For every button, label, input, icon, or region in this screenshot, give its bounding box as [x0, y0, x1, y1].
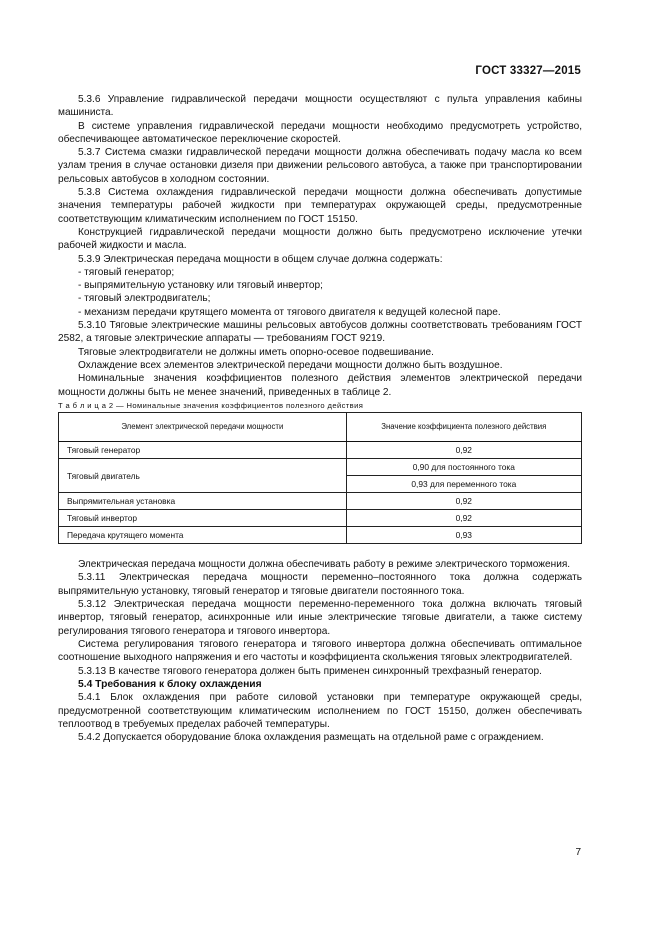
table-cell-value: 0,93 для переменного тока — [346, 476, 581, 493]
column-header-value: Значение коэффициента полезного действия — [346, 413, 581, 442]
paragraph: 5.4.2 Допускается оборудование блока охлаждения размещать на отдельной раме с ограждением. — [78, 732, 544, 744]
paragraph: 5.3.13 В качестве тягового генератора должен быть применен синхронный трехфазный генератор. — [78, 665, 542, 677]
paragraph: Конструкцией гидравлической передачи мощности должно быть предусмотрено исключение утечки рабочей жидкости и масла. — [58, 226, 582, 252]
list-item: - тяговый генератор; — [78, 266, 175, 278]
table-cell-value: 0,92 — [346, 442, 581, 459]
paragraph: Система регулирования тягового генератора и тягового инвертора должна обеспечивать оптимальное соотношение выходного напряжения и его частоты и коэффициента скольжения тяговых электродвигателей. — [58, 638, 582, 664]
paragraph: 5.3.6 Управление гидравлической передачи мощности осуществляют с пульта управления кабины машиниста. — [58, 94, 582, 119]
paragraph: 5.3.10 Тяговые электрические машины рельсовых автобусов должны соответствовать требованиям ГОСТ 2582, а тяговые электрические аппараты — требованиям ГОСТ 9219. — [58, 320, 582, 345]
paragraph: В системе управления гидравлической передачи мощности необходимо предусмотреть устройство, обеспечивающее автоматическое переключение скоростей. — [58, 120, 582, 145]
paragraph: Охлаждение всех элементов электрической передачи мощности должно быть воздушное. — [78, 359, 503, 371]
page-number: 7 — [575, 847, 581, 858]
table-cell-element: Тяговый двигатель — [59, 459, 347, 493]
paragraph: 5.4.1 Блок охлаждения при работе силовой установки при температуре окружающей среды, предусмотренной соответствующим климатическим исполнением по ГОСТ 15150, должен обеспечивать теплоотвод в требуемых пределах рабочей температуры. — [58, 692, 582, 730]
table-cell-element: Тяговый инвертор — [59, 510, 347, 527]
standard-header: ГОСТ 33327—2015 — [475, 65, 581, 77]
table-row — [59, 527, 582, 544]
column-header-element: Элемент электрической передачи мощности — [59, 413, 347, 442]
table-cell-value: 0,92 — [346, 493, 581, 510]
paragraph: 5.3.9 Электрическая передача мощности в общем случае должна содержать: — [78, 253, 443, 265]
table-row — [59, 442, 582, 459]
page-content — [58, 93, 582, 745]
table-caption: Т а б л и ц а 2 — Номинальные значения коэффициентов полезного действия — [58, 400, 364, 410]
table-row — [59, 459, 582, 476]
table-cell-value: 0,90 для постоянного тока — [346, 459, 581, 476]
list-item: - механизм передачи крутящего момента от тягового двигателя к ведущей колесной паре. — [78, 306, 501, 318]
paragraph: Номинальные значения коэффициентов полезного действия элементов электрической передачи мощности должны быть не менее значений, приведенных в таблице 2. — [58, 373, 582, 398]
table-row — [59, 493, 582, 510]
paragraph: Тяговые электродвигатели не должны иметь опорно-осевое подвешивание. — [78, 346, 434, 358]
table-cell-value: 0,93 — [346, 527, 581, 544]
paragraph: 5.3.12 Электрическая передача мощности переменно-переменного тока должна включать тяговый инвертор, тяговый генератор, асинхронные или иные электрические тяговые двигатели, а также систему регулирования тягового генератора и тягового инвертора. — [58, 599, 582, 637]
paragraph: Электрическая передача мощности должна обеспечивать работу в режиме электрического торможения. — [78, 559, 571, 571]
section-title: 5.4 Требования к блоку охлаждения — [78, 678, 262, 690]
paragraph: 5.3.7 Система смазки гидравлической передачи мощности должна обеспечивать подачу масла ко всем узлам трения в случае остановки дизеля при движении рельсового автобуса, а также при транспортировании рельсовых автобусов в холодном состоянии. — [58, 147, 582, 185]
table-cell-element: Тяговый генератор — [59, 442, 347, 459]
table-cell-value: 0,92 — [346, 510, 581, 527]
paragraph: 5.3.11 Электрическая передача мощности переменно–постоянного тока должна содержать выпрямительную установку, тяговый генератор и тяговые двигатели постоянного тока. — [58, 572, 582, 597]
efficiency-table — [58, 412, 582, 544]
list-item: - тяговый электродвигатель; — [78, 293, 211, 305]
table-cell-element: Выпрямительная установка — [59, 493, 347, 510]
list-item: - выпрямительную установку или тяговый инвертор; — [78, 280, 323, 292]
table-row — [59, 510, 582, 527]
table-cell-element: Передача крутящего момента — [59, 527, 347, 544]
paragraph: 5.3.8 Система охлаждения гидравлической передачи мощности должна обеспечивать допустимые значения температуры рабочей жидкости при температурах окружающей среды, предусмотренные соответствующим климатическим исполнением по ГОСТ 15150. — [58, 187, 582, 225]
